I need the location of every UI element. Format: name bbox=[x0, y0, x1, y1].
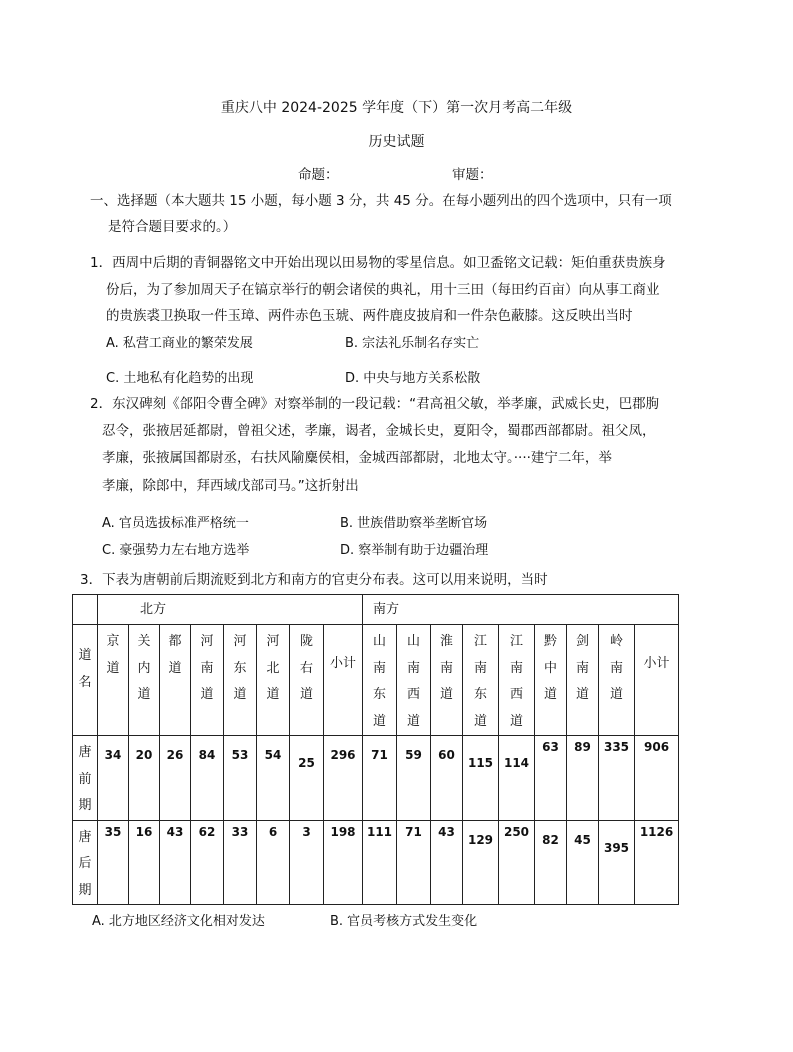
column-header-2 bbox=[160, 625, 191, 736]
column-header-char: 道 bbox=[200, 687, 214, 702]
column-header-char: 南 bbox=[576, 660, 590, 676]
column-header-char: 江 bbox=[474, 634, 488, 649]
q2-stem-line3: 孝廉，张掖属国都尉丞，右扶风隃麋侯相，金城西部都尉，北地太守。····建宁二年，举 bbox=[102, 450, 612, 466]
column-header-6 bbox=[290, 625, 324, 736]
column-header-char: 南 bbox=[200, 660, 214, 676]
table-cell: 250 bbox=[499, 820, 535, 905]
q3-option-b: B. 官员考核方式发生变化 bbox=[330, 914, 478, 929]
column-header-12 bbox=[499, 625, 535, 736]
column-header-row bbox=[73, 625, 679, 736]
table-cell: 84 bbox=[191, 736, 224, 821]
column-header-char: 北 bbox=[266, 660, 280, 676]
column-header-char: 南 bbox=[373, 660, 387, 676]
q1-stem-line2: 份后，为了参加周天子在镐京举行的朝会诸侯的典礼，用十三田（每田约百亩）向从事工商业 bbox=[106, 282, 660, 298]
q2-option-a: A. 官员选拔标准严格统一 bbox=[102, 516, 249, 531]
column-header-char: 南 bbox=[510, 660, 524, 676]
column-header-1 bbox=[129, 625, 160, 736]
column-header-char: 东 bbox=[373, 687, 387, 702]
q2-stem-line1: 2．东汉碑刻《郃阳令曹全碑》对察举制的一段记载：“君高祖父敏，举孝廉，武威长史，巴郡朐 bbox=[90, 396, 660, 412]
column-header-char: 剑 bbox=[576, 634, 590, 649]
column-header-char: 道 bbox=[106, 660, 120, 676]
column-header-char: 黔 bbox=[544, 634, 558, 649]
table-cell: 198 bbox=[324, 820, 363, 905]
column-header-char: 西 bbox=[407, 687, 421, 702]
column-header-char: 内 bbox=[137, 660, 151, 676]
table-cell: 35 bbox=[98, 820, 129, 905]
table-cell: 34 bbox=[98, 736, 129, 821]
table-cell: 25 bbox=[290, 736, 324, 821]
column-header-char: 道 bbox=[610, 687, 624, 702]
table-cell: 114 bbox=[499, 736, 535, 821]
column-header-char: 道 bbox=[233, 687, 247, 702]
q3-option-a: A. 北方地区经济文化相对发达 bbox=[92, 914, 265, 929]
column-header-char: 道 bbox=[440, 687, 454, 702]
q1-option-c: C. 土地私有化趋势的出现 bbox=[106, 371, 254, 386]
table-cell: 71 bbox=[363, 736, 397, 821]
official-distribution-table bbox=[72, 594, 679, 905]
column-header-char: 都 bbox=[168, 634, 182, 649]
column-header-char: 关 bbox=[137, 634, 151, 649]
column-header-3 bbox=[191, 625, 224, 736]
row-label-char: 唐 bbox=[78, 829, 92, 845]
column-header-char: 右 bbox=[299, 660, 313, 676]
column-header-char: 道 bbox=[407, 713, 421, 729]
table-cell: 906 bbox=[635, 736, 679, 821]
q1-option-d: D. 中央与地方关系松散 bbox=[345, 371, 481, 386]
table-cell: 89 bbox=[567, 736, 599, 821]
column-header-char: 河 bbox=[233, 634, 247, 649]
table-cell: 59 bbox=[397, 736, 431, 821]
table-cell: 3 bbox=[290, 820, 324, 905]
column-header-char: 道 bbox=[266, 687, 280, 702]
column-header-4 bbox=[224, 625, 257, 736]
table-cell: 335 bbox=[599, 736, 635, 821]
table-row-late-tang bbox=[73, 820, 679, 905]
column-header-11 bbox=[463, 625, 499, 736]
row-label bbox=[73, 736, 98, 821]
section-instructions-line2: 是符合题目要求的。） bbox=[108, 219, 237, 235]
q2-stem-line2: 忍令，张掖居延都尉，曾祖父述，孝廉，谒者，金城长史，夏阳令，蜀郡西部都尉。祖父凤， bbox=[102, 423, 656, 439]
table-cell: 395 bbox=[599, 820, 635, 905]
table-cell: 16 bbox=[129, 820, 160, 905]
north-group-header: 北方 bbox=[98, 595, 363, 625]
table-row-early-tang bbox=[73, 736, 679, 821]
column-header-char: 道 bbox=[576, 687, 590, 702]
column-header-char: 中 bbox=[544, 660, 558, 676]
table-cell: 296 bbox=[324, 736, 363, 821]
table-cell: 63 bbox=[535, 736, 567, 821]
q2-stem-line4: 孝廉，除郎中，拜西域戊部司马。”这折射出 bbox=[102, 478, 359, 494]
q3-stem: 3．下表为唐朝前后期流贬到北方和南方的官吏分布表。这可以用来说明，当时 bbox=[80, 572, 548, 588]
column-header-char: 淮 bbox=[440, 634, 454, 649]
column-header-14 bbox=[567, 625, 599, 736]
table-cell: 71 bbox=[397, 820, 431, 905]
column-header-char: 道 bbox=[168, 660, 182, 676]
table-cell: 62 bbox=[191, 820, 224, 905]
column-header-char: 南 bbox=[440, 660, 454, 676]
column-header-char: 陇 bbox=[299, 634, 313, 649]
daoming-char: 名 bbox=[78, 674, 92, 690]
table-cell: 20 bbox=[129, 736, 160, 821]
column-header-10 bbox=[431, 625, 463, 736]
column-header-9 bbox=[397, 625, 431, 736]
table-cell: 82 bbox=[535, 820, 567, 905]
row-label bbox=[73, 820, 98, 905]
table-cell: 54 bbox=[257, 736, 290, 821]
column-header-char: 道 bbox=[299, 687, 313, 702]
column-header-char: 山 bbox=[407, 634, 421, 649]
reviewer-label: 审题： bbox=[452, 167, 493, 183]
q2-option-d: D. 察举制有助于边疆治理 bbox=[340, 543, 489, 558]
row-label-char: 唐 bbox=[78, 745, 92, 760]
column-header-5 bbox=[257, 625, 290, 736]
table-cell: 1126 bbox=[635, 820, 679, 905]
table-cell: 111 bbox=[363, 820, 397, 905]
column-header-16 bbox=[635, 625, 679, 736]
column-header-char: 南 bbox=[610, 660, 624, 676]
column-header-char: 道 bbox=[544, 687, 558, 702]
column-header-char: 道 bbox=[474, 713, 488, 729]
table-cell: 26 bbox=[160, 736, 191, 821]
table-cell: 43 bbox=[160, 820, 191, 905]
row-label-char: 前 bbox=[78, 771, 92, 787]
daoming-header bbox=[73, 625, 98, 736]
table-cell: 115 bbox=[463, 736, 499, 821]
table-cell: 60 bbox=[431, 736, 463, 821]
column-header-7 bbox=[324, 625, 363, 736]
daoming-char: 道 bbox=[78, 648, 92, 663]
column-header-char: 道 bbox=[373, 713, 387, 729]
row-label-char: 期 bbox=[78, 882, 92, 898]
column-header-char: 河 bbox=[200, 634, 214, 649]
q1-option-b: B. 宗法礼乐制名存实亡 bbox=[345, 336, 480, 351]
section-instructions-line1: 一、选择题（本大题共 15 小题，每小题 3 分，共 45 分。在每小题列出的四个选项中，只有一项 bbox=[90, 193, 672, 209]
table-cell: 129 bbox=[463, 820, 499, 905]
column-header-char: 山 bbox=[373, 634, 387, 649]
table-cell: 6 bbox=[257, 820, 290, 905]
column-header-char: 东 bbox=[474, 687, 488, 702]
column-header-char: 东 bbox=[233, 660, 247, 676]
q1-option-a: A. 私营工商业的繁荣发展 bbox=[106, 336, 253, 351]
q2-option-c: C. 豪强势力左右地方选举 bbox=[102, 543, 250, 558]
setter-label: 命题： bbox=[298, 167, 339, 183]
q1-stem-line1: 1．西周中后期的青铜器铭文中开始出现以田易物的零星信息。如卫盉铭文记载：矩伯重获贵族身 bbox=[90, 255, 666, 271]
column-header-char: 小计 bbox=[330, 656, 357, 671]
corner-cell bbox=[73, 595, 98, 625]
table-cell: 43 bbox=[431, 820, 463, 905]
column-header-8 bbox=[363, 625, 397, 736]
column-header-char: 南 bbox=[474, 660, 488, 676]
column-header-0 bbox=[98, 625, 129, 736]
table-cell: 53 bbox=[224, 736, 257, 821]
q2-option-b: B. 世族借助察举垄断官场 bbox=[340, 516, 488, 531]
table-cell: 33 bbox=[224, 820, 257, 905]
column-header-13 bbox=[535, 625, 567, 736]
row-label-char: 期 bbox=[78, 798, 92, 813]
column-header-char: 江 bbox=[510, 634, 524, 649]
subject-title: 历史试题 bbox=[368, 134, 425, 150]
q1-stem-line3: 的贵族裘卫换取一件玉璋、两件赤色玉琥、两件鹿皮披肩和一件杂色蔽膝。这反映出当时 bbox=[106, 308, 633, 324]
column-header-char: 河 bbox=[266, 634, 280, 649]
column-header-char: 小计 bbox=[643, 656, 670, 671]
exam-title: 重庆八中 2024-2025 学年度（下）第一次月考高二年级 bbox=[220, 100, 573, 116]
column-header-char: 京 bbox=[106, 634, 120, 649]
column-header-char: 西 bbox=[510, 687, 524, 702]
column-header-char: 南 bbox=[407, 660, 421, 676]
column-header-char: 道 bbox=[510, 713, 524, 729]
column-header-char: 道 bbox=[137, 687, 151, 702]
column-header-15 bbox=[599, 625, 635, 736]
south-group-header: 南方 bbox=[363, 595, 679, 625]
column-header-char: 岭 bbox=[610, 634, 624, 649]
table-cell: 45 bbox=[567, 820, 599, 905]
row-label-char: 后 bbox=[78, 856, 92, 871]
